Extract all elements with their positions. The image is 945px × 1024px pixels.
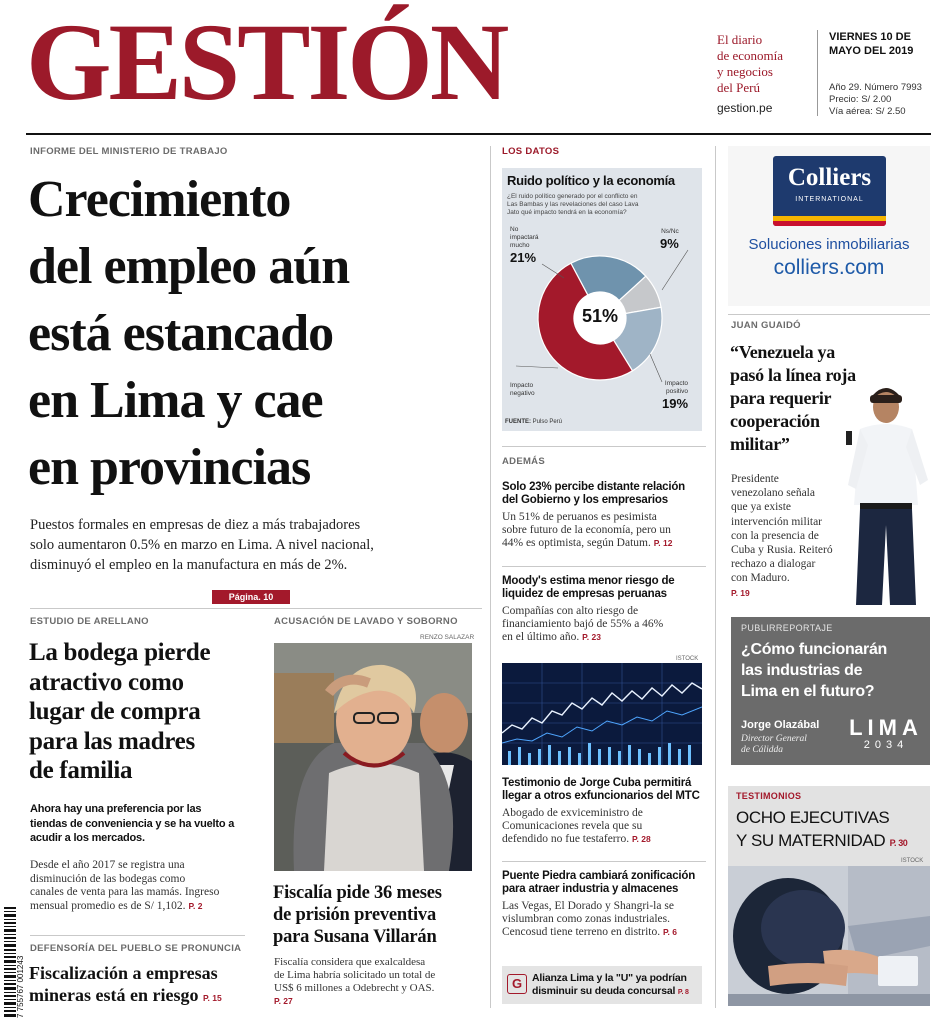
brief-1-body: Un 51% de peruanos es pesimista sobre futuro de la economía, pero un 44% es optimista, según Datum. P. 12 <box>502 511 673 549</box>
defensoria-page-ref[interactable]: P. 15 <box>202 993 222 1003</box>
chart-source: FUENTE: Pulso Perú <box>505 419 563 425</box>
brief-4-page-ref[interactable]: P. 6 <box>662 927 677 937</box>
brief-1-head: Solo 23% percibe distante relación del Gobierno y los empresarios <box>502 481 686 506</box>
brief-1-page-ref[interactable]: P. 12 <box>653 538 673 548</box>
masthead-website[interactable]: gestion.pe <box>717 101 773 115</box>
villaran-kicker: ACUSACIÓN DE LAVADO Y SOBORNO <box>274 616 458 627</box>
alianza-page-ref[interactable]: P. 8 <box>677 988 689 996</box>
villaran-page-ref[interactable]: P. 27 <box>274 996 293 1006</box>
stock-chart-illustration <box>502 663 702 765</box>
guaido-photo-illustration <box>842 385 930 605</box>
brief-4[interactable] <box>502 870 708 939</box>
villaran-photo-credit: RENZO SALAZAR <box>420 634 475 641</box>
colliers-ad[interactable] <box>728 146 930 306</box>
defensoria-kicker: DEFENSORÍA DEL PUEBLO SE PRONUNCIA <box>30 943 242 954</box>
datos-kicker: LOS DATOS <box>502 146 560 157</box>
guaido-page-ref[interactable]: P. 19 <box>731 587 750 598</box>
slice-label-no-impactara: No impactará mucho 21% <box>510 226 539 265</box>
slice-label-negativo: Impacto negativo <box>510 382 535 397</box>
guaido-body: Presidente venezolano señala que ya existe intervención militar con la presencia de Cuba y Rusia. Reiteró rechazo a dialogar con Maduro. P. 19 <box>731 472 833 600</box>
publireportaje-role: Director General de Cálidda <box>741 734 807 755</box>
slice-label-nsnc: Ns/Nc 9% <box>660 228 679 251</box>
lead-page-ref[interactable]: Página. 10 <box>212 590 290 604</box>
masthead-rule <box>26 133 931 135</box>
guaido-kicker: JUAN GUAIDÓ <box>731 320 801 331</box>
villaran-headline[interactable]: Fiscalía pide 36 meses de prisión preventiva para Susana Villarán <box>273 883 442 947</box>
brief-1[interactable] <box>502 481 708 550</box>
villaran-body: Fiscalía considera que exalcaldesa de Lima habría solicitado un total de US$ 6 millones a Odebrecht y OAS. P. 27 <box>274 956 436 1006</box>
brief-2-head: Moody's estima menor riesgo de liquidez de empresas peruanas <box>502 575 675 600</box>
lead-headline[interactable]: Crecimiento del empleo aún está estancado en Lima y cae en provincias <box>28 171 350 496</box>
brief-3-head: Testimonio de Jorge Cuba permitirá llegar a otros exfuncionarios del MTC <box>502 777 700 802</box>
bodega-headline[interactable]: La bodega pierde atractivo como lugar de compra para las madres de familia <box>29 639 211 784</box>
publireportaje-box[interactable] <box>731 617 930 765</box>
guaido-quote[interactable]: “Venezuela ya pasó la línea roja para requerir cooperación militar” <box>730 342 856 454</box>
brief-3-page-ref[interactable]: P. 28 <box>631 834 651 844</box>
testimonios-photo-credit: ISTOCK <box>901 858 924 864</box>
testimonios-photo <box>728 866 930 1006</box>
stock-chart-photo[interactable] <box>502 663 702 765</box>
brief-2-page-ref[interactable]: P. 23 <box>582 632 601 642</box>
masthead-tagline: El diario de economía y negocios del Perú <box>717 32 784 95</box>
brief-4-body: Las Vegas, El Dorado y Shangri-la se vislumbran como zonas industriales. Cencosud tiene terreno en distrito. P. 6 <box>502 900 677 938</box>
brief-3[interactable] <box>502 777 708 846</box>
testimonios-photo-illustration <box>728 866 930 1006</box>
leader-line <box>662 250 688 290</box>
brief-2-body: Compañías con alto riesgo de financiamiento bajó de 55% a 46% en el último año. P. 23 <box>502 605 664 643</box>
publireportaje-kicker: PUBLIRREPORTAJE <box>741 623 833 633</box>
lead-deck: Puestos formales en empresas de diez a más trabajadores solo aumentaron 0.5% en marzo en Lima. A nivel nacional, disminuyó el empleo en la manufactura en más de 2%. <box>30 517 374 573</box>
datos-chart-panel <box>502 168 702 431</box>
chart-title: Ruido político y la economía <box>507 173 675 188</box>
masthead-date: VIERNES 10 DE MAYO DEL 2019 <box>829 31 914 57</box>
leader-line <box>650 354 662 382</box>
chart-question: ¿El ruido político generado por el conflicto en Las Bambas y las revelaciones del caso Lava Jato qué impacto tendrá en la economía? <box>507 193 639 216</box>
publireportaje-headline: ¿Cómo funcionarán las industrias de Lima en el futuro? <box>741 641 888 700</box>
chart-center-label: 51% <box>581 306 619 326</box>
brief-3-body: Abogado de exviceministro de Comunicaciones revela que su defendido no fue testaferro. P. 28 <box>502 807 651 845</box>
barcode-number: 7 755767 001243 <box>16 955 25 1018</box>
villaran-photo[interactable] <box>274 643 472 871</box>
publireportaje-person: Jorge Olazábal <box>741 719 820 731</box>
alianza-text: Alianza Lima y la "U" ya podrían disminuir su deuda concursal P. 8 <box>532 972 689 997</box>
villaran-photo-illustration <box>274 643 472 871</box>
colliers-brand: Colliers <box>787 164 872 191</box>
masthead-logo[interactable]: GESTIÓN <box>26 1 507 123</box>
alianza-teaser[interactable] <box>502 966 702 1004</box>
bodega-page-ref[interactable]: P. 2 <box>188 900 203 911</box>
colliers-tagline: Soluciones inmobiliarias <box>748 236 910 253</box>
colliers-brand-sub: INTERNATIONAL <box>795 196 864 203</box>
colliers-logo <box>773 156 886 226</box>
bodega-lede: Ahora hay una preferencia por las tiendas de conveniencia y se ha vuelto a acudir a los mercados. <box>30 803 235 844</box>
alianza-icon: G <box>507 974 527 994</box>
testimonios-kicker: TESTIMONIOS <box>736 791 802 801</box>
ademas-kicker: ADEMÁS <box>502 456 545 467</box>
guaido-photo[interactable] <box>842 385 930 605</box>
masthead-issue-info: Año 29. Número 7993 Precio: S/ 2.00 Vía aérea: S/ 2.50 <box>829 82 922 117</box>
lead-kicker: INFORME DEL MINISTERIO DE TRABAJO <box>30 146 228 157</box>
brief-2[interactable] <box>502 575 708 644</box>
lima-2034-logo: LIMA 2034 <box>849 715 923 751</box>
testimonios-page-ref[interactable]: P. 30 <box>889 838 908 848</box>
testimonios-headline: OCHO EJECUTIVAS Y SU MATERNIDAD P. 30 <box>736 808 908 850</box>
bodega-body: Desde el año 2017 se registra una disminución de las bodegas como canales de venta para las mamás. Ingreso mensual promedio es de S/ 1,102. P. 2 <box>30 859 220 912</box>
defensoria-headline[interactable]: Fiscalización a empresas mineras está en riesgo P. 15 <box>29 963 222 1005</box>
leader-line <box>516 366 558 368</box>
brief-4-head: Puente Piedra cambiará zonificación para atraer industria y almacenes <box>502 870 696 895</box>
stock-photo-credit: ISTOCK <box>676 656 699 662</box>
colliers-url[interactable]: colliers.com <box>773 256 885 279</box>
bodega-kicker: ESTUDIO DE ARELLANO <box>30 616 149 627</box>
slice-label-positivo: Impacto positivo 19% <box>662 380 689 411</box>
testimonios-box[interactable] <box>728 786 930 1006</box>
